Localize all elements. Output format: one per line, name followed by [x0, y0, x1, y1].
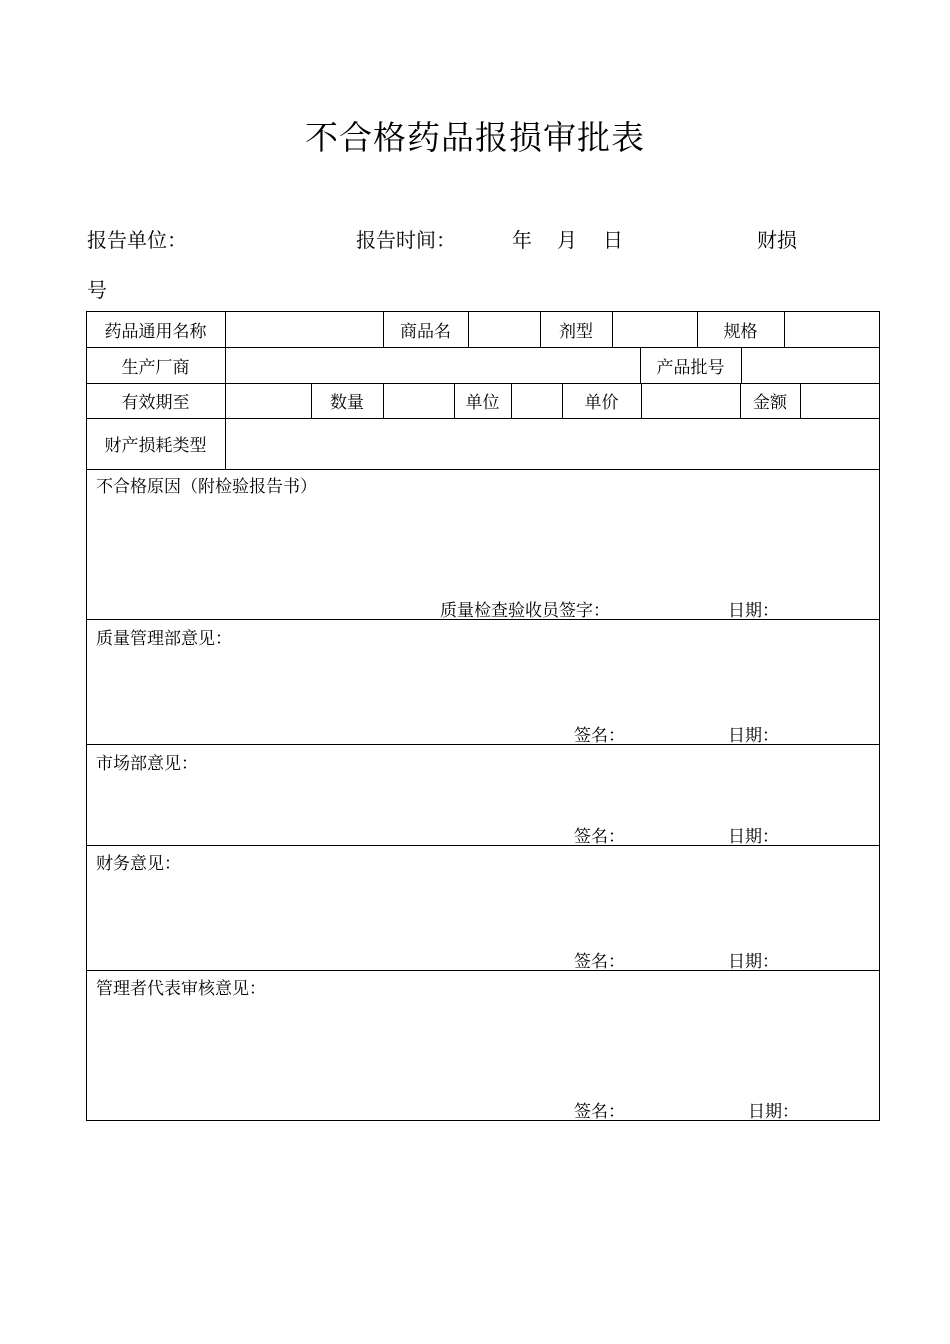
report-unit-label: 报告单位： [87, 228, 187, 252]
generic-name-label: 药品通用名称 [104, 321, 207, 342]
section-heading-management-rep: 管理者代表审核意见： [96, 979, 266, 999]
month-label: 月 [557, 228, 577, 252]
section-heading-quality-dept: 质量管理部意见： [96, 629, 232, 649]
form-title: 不合格药品报损审批表 [305, 118, 645, 157]
trade-name-field[interactable] [469, 312, 540, 347]
quantity-label: 数量 [330, 393, 364, 413]
day-label: 日 [603, 228, 623, 252]
section-heading-marketing: 市场部意见： [96, 754, 198, 774]
trade-name-label: 商品名 [400, 321, 451, 342]
generic-name-field[interactable] [226, 312, 383, 347]
batch-no-field[interactable] [742, 348, 879, 383]
loss-type-label: 财产损耗类型 [104, 436, 207, 456]
date-label: 日期： [728, 601, 779, 621]
inspector-signature-label: 质量检查验收员签字： [440, 601, 610, 621]
dosage-form-field[interactable] [613, 312, 697, 347]
signature-label: 签名： [574, 726, 625, 746]
row-divider [86, 469, 880, 470]
expiry-label: 有效期至 [121, 393, 190, 413]
dosage-form-label: 剂型 [559, 321, 593, 342]
unit-field[interactable] [512, 384, 562, 418]
report-time-label: 报告时间： [356, 228, 456, 252]
date-label: 日期： [748, 1102, 799, 1122]
unit-label: 单位 [465, 393, 500, 413]
amount-label: 金额 [753, 393, 787, 413]
section-heading-finance: 财务意见： [96, 854, 181, 874]
unit-price-label: 单价 [584, 393, 619, 413]
loss-number-suffix: 号 [87, 278, 107, 302]
expiry-field[interactable] [226, 384, 311, 418]
signature-label: 签名： [574, 952, 625, 972]
loss-type-field[interactable] [226, 419, 879, 469]
loss-number-label: 财损 [757, 228, 797, 252]
spec-field[interactable] [785, 312, 879, 347]
signature-label: 签名： [574, 827, 625, 847]
date-label: 日期： [728, 952, 779, 972]
date-label: 日期： [728, 726, 779, 746]
quantity-field[interactable] [384, 384, 454, 418]
amount-field[interactable] [801, 384, 879, 418]
manufacturer-label: 生产厂商 [121, 357, 190, 378]
manufacturer-field[interactable] [226, 348, 640, 383]
spec-label: 规格 [723, 321, 758, 342]
batch-no-label: 产品批号 [656, 357, 725, 378]
signature-label: 签名： [574, 1102, 625, 1122]
date-label: 日期： [728, 827, 779, 847]
section-heading-reason: 不合格原因（附检验报告书） [96, 477, 317, 497]
unit-price-field[interactable] [642, 384, 740, 418]
year-label: 年 [512, 228, 532, 252]
